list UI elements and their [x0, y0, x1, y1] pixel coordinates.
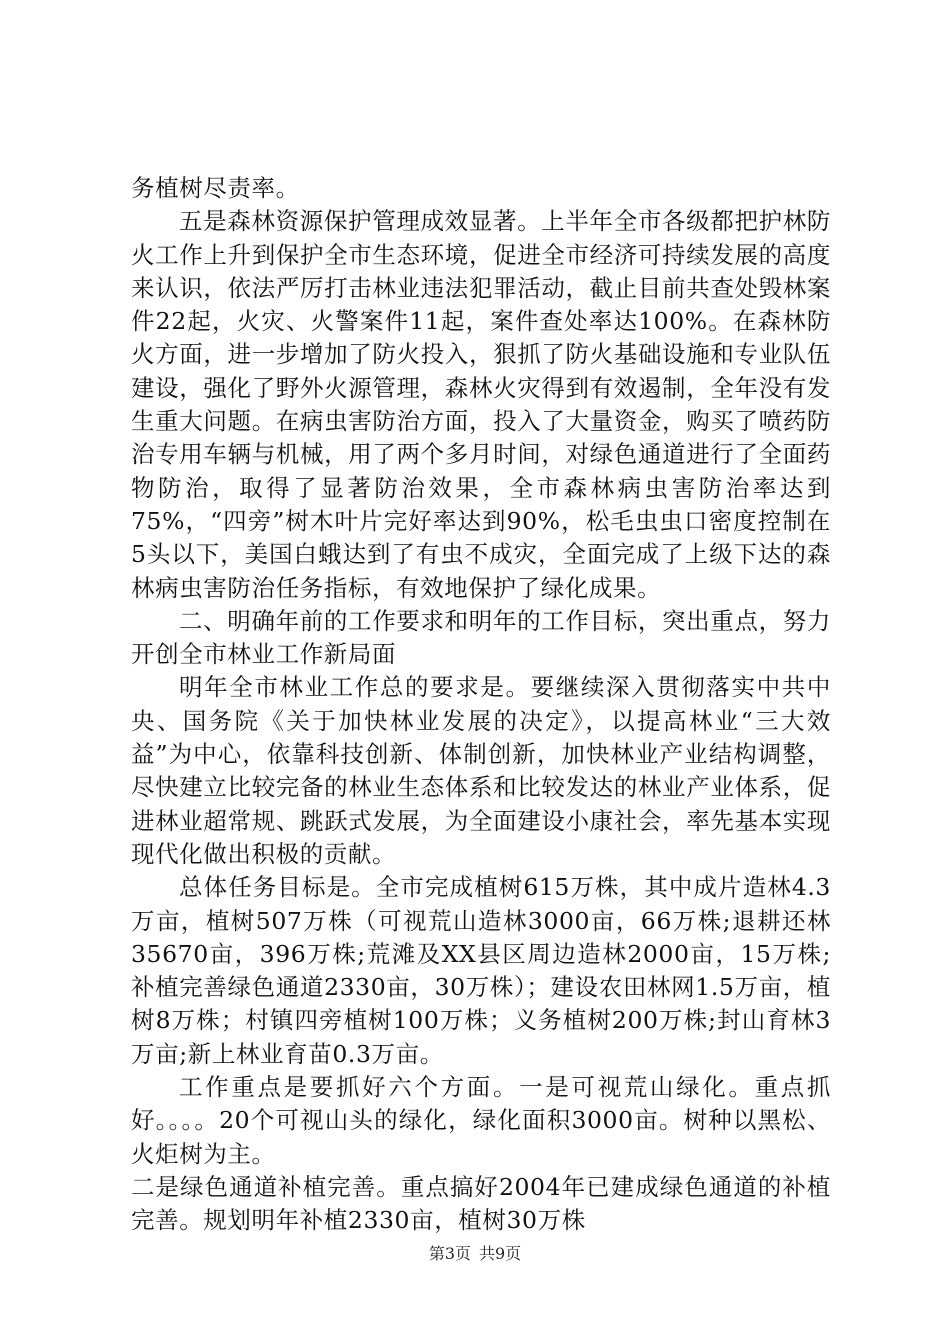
paragraph-overall-targets: 总体任务目标是。全市完成植树615万株，其中成片造林4.3万亩，植树507万株（可视荒山造林3000亩，66万株;退耕还林35670亩，396万株;荒滩及XX县区周边造林2000亩，15万株;补植完善绿色通道2330亩，30万株）；建设农田林网1.5万亩，植树8万株；村镇四旁植树100万株；义务植树200万株;封山育林3万亩;新上林业育苗0.3万亩。	[131, 873, 831, 1068]
document-body	[131, 172, 831, 1238]
paragraph-general-requirements: 明年全市林业工作总的要求是。要继续深入贯彻落实中共中央、国务院《关于加快林业发展的决定》，以提高林业“三大效益”为中心，依靠科技创新、体制创新，加快林业产业结构调整，尽快建立比较完备的林业生态体系和比较发达的林业产业体系，促进林业超常规、跳跃式发展，为全面建设小康社会，率先基本实现现代化做出积极的贡献。	[131, 673, 831, 868]
paragraph-continuation: 务植树尽责率。	[131, 174, 300, 202]
page-footer	[0, 1244, 950, 1264]
paragraph-work-focus: 工作重点是要抓好六个方面。一是可视荒山绿化。重点抓好。。。。20个可视山头的绿化，绿化面积3000亩。树种以黑松、火炬树为主。	[131, 1073, 831, 1168]
paragraph-green-corridor: 二是绿色通道补植完善。重点搞好2004年已建成绿色通道的补植完善。规划明年补植2330亩，植树30万株	[131, 1172, 831, 1235]
page-total: 共9页	[479, 1244, 522, 1263]
section-heading-two: 二、明确年前的工作要求和明年的工作目标，突出重点，努力开创全市林业工作新局面	[131, 606, 831, 669]
page-number: 第3页	[428, 1244, 471, 1263]
paragraph-forest-protection: 五是森林资源保护管理成效显著。上半年全市各级都把护林防火工作上升到保护全市生态环境，促进全市经济可持续发展的高度来认识，依法严厉打击林业违法犯罪活动，截止目前共查处毁林案件22起，火灾、火警案件11起，案件查处率达100%。在森林防火方面，进一步增加了防火投入，狠抓了防火基础设施和专业队伍建设，强化了野外火源管理，森林火灾得到有效遏制，全年没有发生重大问题。在病虫害防治方面，投入了大量资金，购买了喷药防治专用车辆与机械，用了两个多月时间，对绿色通道进行了全面药物防治，取得了显著防治效果，全市森林病虫害防治率达到75%，“四旁”树木叶片完好率达到90%，松毛虫虫口密度控制在5头以下，美国白蛾达到了有虫不成灾，全面完成了上级下达的森林病虫害防治任务指标，有效地保护了绿化成果。	[131, 207, 831, 602]
